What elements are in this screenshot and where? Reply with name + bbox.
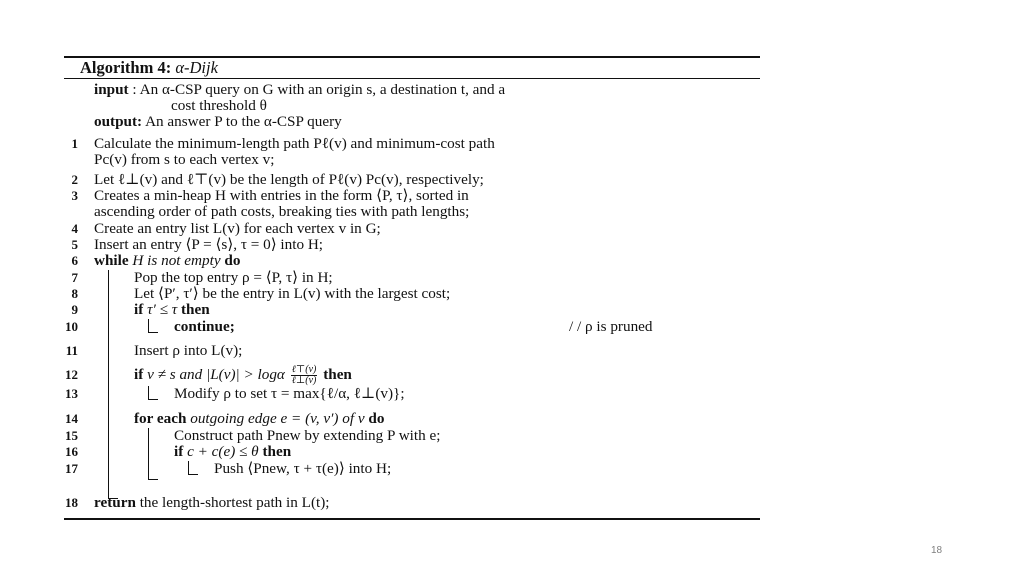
line-11: Insert ρ into L(v); (134, 342, 243, 359)
line-2: Let ℓ⊥(v) and ℓ⊤(v) be the length of Pℓ(v) Pc(v), respectively; (94, 171, 484, 188)
keyword: while (94, 252, 129, 269)
line-3-cont: ascending order of path costs, breaking ties with path lengths; (94, 203, 470, 220)
line-number: 14 (65, 411, 78, 426)
line-17: Push ⟨Pnew, τ + τ(e)⟩ into H; (214, 460, 392, 477)
condition: τ′ ≤ τ (147, 301, 178, 318)
condition: v ≠ s and |L(v)| > logα (147, 366, 285, 383)
line-number: 3 (71, 188, 78, 203)
keyword: continue; (174, 318, 235, 335)
line-3: Creates a min-heap H with entries in the form ⟨P, τ⟩, sorted in (94, 187, 469, 204)
algorithm-box (64, 56, 760, 520)
line-10-comment: / / ρ is pruned (569, 318, 653, 335)
line-6 (94, 253, 240, 269)
loop-target: outgoing edge e = (v, v′) of v (190, 410, 365, 427)
line-12 (134, 363, 352, 387)
line-4: Create an entry list L(v) for each vertex v in G; (94, 220, 381, 237)
return-text: the length-shortest path in L(t); (139, 494, 330, 511)
if-block-foot (148, 332, 158, 333)
keyword: for each (134, 410, 187, 427)
line-number: 18 (65, 495, 78, 510)
fraction (291, 365, 318, 386)
line-number: 2 (71, 172, 78, 187)
fraction-numerator: ℓ⊤(v) (291, 364, 317, 376)
line-number: 10 (65, 319, 78, 334)
if-block-bar (188, 461, 189, 475)
keyword: if (174, 443, 184, 460)
line-number: 4 (71, 221, 78, 236)
line-number: 15 (65, 428, 78, 443)
line-number: 6 (71, 253, 78, 268)
line-number: 1 (71, 136, 78, 151)
if-block-foot (188, 474, 198, 475)
if-block-bar (148, 386, 149, 400)
input-row (94, 82, 505, 98)
line-10 (174, 319, 235, 335)
output-text: An answer P to the α-CSP query (145, 113, 342, 130)
keyword: then (262, 443, 292, 460)
caption-name: α-Dijk (175, 58, 218, 77)
keyword: if (134, 301, 144, 318)
input-text-2: cost threshold θ (171, 97, 267, 114)
line-number: 9 (71, 302, 78, 317)
if-block-foot (148, 399, 158, 400)
line-1-cont: Pc(v) from s to each vertex v; (94, 151, 275, 168)
condition: H is not empty (132, 252, 221, 269)
caption-label: Algorithm 4: (80, 58, 172, 77)
line-number: 7 (71, 270, 78, 285)
for-block-foot (148, 479, 158, 480)
line-18 (94, 495, 330, 511)
keyword: if (134, 366, 144, 383)
for-block-bar (148, 428, 149, 480)
keyword: do (224, 252, 241, 269)
line-7: Pop the top entry ρ = ⟨P, τ⟩ in H; (134, 269, 333, 286)
line-1: Calculate the minimum-length path Pℓ(v) and minimum-cost path (94, 135, 495, 152)
line-15: Construct path Pnew by extending P with e; (174, 427, 441, 444)
line-number: 16 (65, 444, 78, 459)
line-5: Insert an entry ⟨P = ⟨s⟩, τ = 0⟩ into H; (94, 236, 324, 253)
if-block-bar (148, 319, 149, 333)
line-13: Modify ρ to set τ = max{ℓ/α, ℓ⊥(v)}; (174, 385, 405, 402)
line-number: 12 (65, 367, 78, 382)
line-number: 11 (65, 343, 78, 358)
line-14 (134, 411, 384, 427)
algorithm-caption (80, 59, 218, 77)
input-row-2 (171, 98, 267, 114)
line-number: 8 (71, 286, 78, 301)
slide-number: 18 (931, 545, 943, 556)
line-number: 5 (71, 237, 78, 252)
keyword: do (368, 410, 385, 427)
input-label: input (94, 81, 129, 98)
input-text-1: : An α-CSP query on G with an origin s, a destination t, and a (132, 81, 506, 98)
fraction-denominator: ℓ⊥(v) (291, 375, 317, 387)
output-label: output: (94, 113, 143, 130)
keyword: then (181, 301, 210, 318)
condition: c + c(e) ≤ θ (187, 443, 259, 460)
line-16 (174, 444, 291, 460)
output-row (94, 114, 342, 130)
while-block-bar (108, 270, 109, 499)
caption-rule (64, 78, 760, 79)
line-9 (134, 302, 210, 318)
keyword: then (323, 366, 352, 383)
line-number: 13 (65, 386, 78, 401)
keyword: return (94, 494, 136, 511)
line-number: 17 (65, 461, 78, 476)
bottom-rule (64, 518, 760, 520)
line-8: Let ⟨P′, τ′⟩ be the entry in L(v) with the largest cost; (134, 285, 451, 302)
